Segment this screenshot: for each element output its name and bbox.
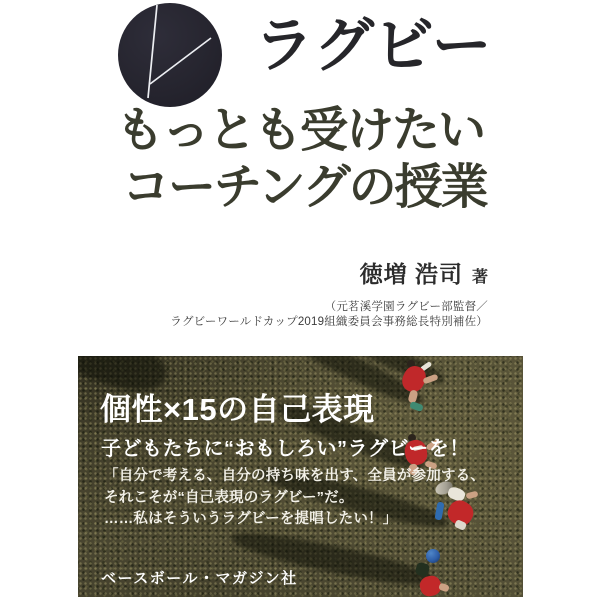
player-figure-4 xyxy=(414,549,452,597)
book-subtitle-line2: コーチングの授業 xyxy=(122,161,487,214)
publisher-name: ベースボール・マガジン社 xyxy=(101,570,298,587)
quote-line-1: 「自分で考える、自分の持ち味を出す、全員が参加する、 xyxy=(104,468,486,484)
photo-headline: 個性×15の自己表現 xyxy=(100,392,375,427)
photo-quote xyxy=(104,466,485,531)
author-credential-line1: （元茗溪学園ラグビー部監督／ xyxy=(324,301,488,313)
author-credential-line2: ラグビーワールドカップ2019組織委員会事務総長特別補佐） xyxy=(170,316,488,328)
book-subtitle-line1: もっとも受けたい xyxy=(116,104,485,157)
author-role: 著 xyxy=(471,269,488,286)
photo-subheadline: 子どもたちに“おもしろい”ラグビーを！ xyxy=(101,438,470,460)
cover-photo xyxy=(78,356,523,597)
blue-ball xyxy=(426,549,440,563)
author-name-line xyxy=(170,256,488,289)
logo-line-mark xyxy=(118,3,222,107)
logo-circle xyxy=(118,3,222,107)
quote-line-3: ……私はそういうラグビーを提唱したい！」 xyxy=(104,511,398,527)
author-name: 徳増 浩司 xyxy=(359,261,463,287)
author-block xyxy=(170,256,488,330)
quote-line-2: それこそが“自己表現のラグビー”だ。 xyxy=(104,489,354,506)
player-figure-1 xyxy=(396,360,444,414)
book-title: ラグビー xyxy=(254,12,492,79)
